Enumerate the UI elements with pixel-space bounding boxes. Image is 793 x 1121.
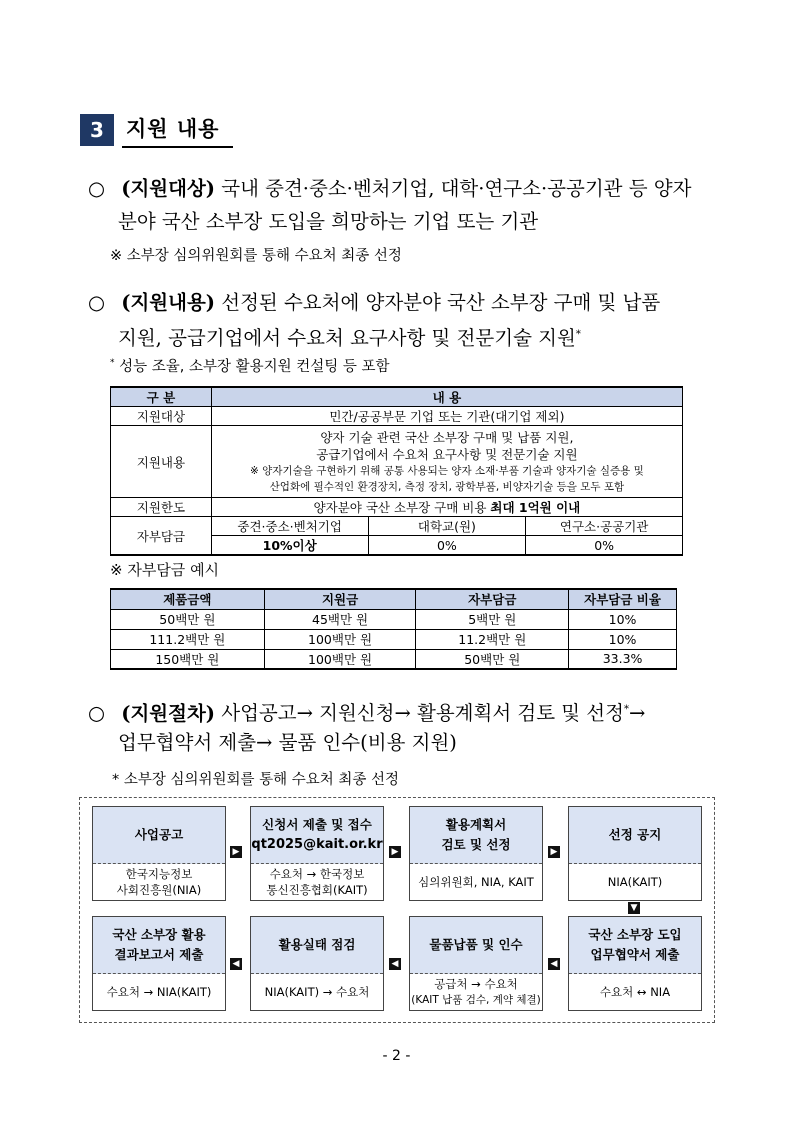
step-owner-line: 사회진흥원(NIA) — [116, 883, 202, 897]
row-value: 민간/공공부문 기업 또는 기관(대기업 제외) — [211, 407, 682, 426]
step-owner-line: 수요처 → 한국정보 — [269, 867, 365, 881]
share-col-header: 중견·중소·벤처기업 — [211, 517, 368, 536]
step-title-line: 국산 소부장 활용 — [112, 927, 206, 942]
share-col-header: 연구소·공공기관 — [526, 517, 683, 536]
step-owner-line: 통신진흥협회(KAIT) — [266, 883, 368, 897]
table-cell: 33.3% — [569, 649, 677, 669]
arrow-right-icon: ▶ — [548, 846, 560, 858]
page-number: - 2 - — [382, 1048, 411, 1064]
step-title-line: 국산 소부장 도입 — [588, 927, 682, 942]
flow-step-delivery — [409, 916, 543, 1011]
table-header: 구 분 — [111, 387, 212, 407]
table-header: 제품금액 — [111, 589, 265, 609]
cost-share-example-table — [110, 588, 677, 670]
flow-step-application — [250, 806, 384, 901]
step-owner: 심의위원회, NIA, KAIT — [418, 875, 534, 889]
target-line2: 분야 국산 소부장 도입을 희망하는 기업 또는 기관 — [118, 210, 539, 233]
share-value: 0% — [368, 536, 526, 556]
row-value — [211, 498, 682, 517]
step-owner-line: 한국지능정보 — [125, 867, 193, 881]
procedure-paragraph — [88, 693, 738, 731]
step-title-line: 업무협약서 제출 — [590, 947, 680, 962]
table-header: 자부담금 — [416, 589, 569, 609]
content-label: (지원내용) — [121, 291, 216, 314]
step-title — [569, 917, 701, 974]
table-cell: 10% — [569, 629, 677, 649]
step-title — [251, 807, 383, 864]
flow-step-result-report — [92, 916, 226, 1011]
table-row — [111, 629, 677, 649]
procedure-flow-diagram — [79, 797, 715, 1023]
step-owner — [410, 974, 542, 1010]
step-owner — [93, 864, 225, 900]
step-title-line: 결과보고서 제출 — [114, 947, 204, 962]
table-cell: 10% — [569, 609, 677, 629]
step-title-line: 활용계획서 — [445, 817, 507, 832]
step-owner: NIA(KAIT) — [607, 875, 663, 889]
table-cell: 11.2백만 원 — [416, 629, 569, 649]
section-number: 3 — [80, 114, 114, 146]
arrow-left-icon: ◀ — [548, 958, 560, 970]
table-header: 지원금 — [264, 589, 416, 609]
procedure-arrow: → — [628, 701, 646, 725]
bullet-circle: ○ — [88, 701, 106, 725]
step-owner-line: 공급처 → 수요처 — [434, 977, 518, 991]
content-paragraph — [88, 286, 728, 320]
footnote-mark: * — [623, 704, 629, 715]
target-note: ※ 소부장 심의위원회를 통해 수요처 최종 선정 — [110, 248, 402, 264]
table-cell: 50백만 원 — [416, 649, 569, 669]
content-line1: 선정된 수요처에 양자분야 국산 소부장 구매 및 납품 — [215, 291, 661, 314]
content-desc-line: 양자 기술 관련 국산 소부장 구매 및 납품 지원, — [320, 429, 574, 445]
row-label: 지원대상 — [111, 407, 212, 426]
arrow-left-icon: ◀ — [230, 958, 242, 970]
table-header: 내 용 — [211, 387, 682, 407]
procedure-label: (지원절차) — [121, 701, 216, 725]
step-title: 물품납품 및 인수 — [410, 917, 542, 974]
content-desc-note: ※ 양자기술을 구현하기 위해 공통 사용되는 양자 소재·부품 기술과 양자기술 실증용 및 — [250, 464, 644, 477]
section-title: 지원 내용 — [122, 113, 233, 148]
flow-step-agreement — [568, 916, 702, 1011]
table-cell: 45백만 원 — [264, 609, 416, 629]
content-note — [110, 355, 390, 376]
step-owner: 수요처 → NIA(KAIT) — [106, 985, 212, 999]
section-heading — [80, 113, 233, 147]
content-line2: 지원, 공급기업에서 수요처 요구사항 및 전문기술 지원 — [118, 326, 576, 350]
procedure-note: * 소부장 심의위원회를 통해 수요처 최종 선정 — [112, 772, 400, 788]
content-line2-wrap — [118, 318, 581, 356]
table-row — [111, 609, 677, 629]
table-cell: 5백만 원 — [416, 609, 569, 629]
step-owner-line: (KAIT 납품 검수, 계약 체결) — [411, 994, 541, 1006]
step-title — [93, 917, 225, 974]
target-paragraph — [88, 172, 728, 206]
row-label: 지원한도 — [111, 498, 212, 517]
row-label: 자부담금 — [111, 517, 212, 556]
step-title-line: 검토 및 선정 — [441, 837, 511, 852]
step-owner: 수요처 ↔ NIA — [599, 985, 671, 999]
target-line1: 국내 중견·중소·벤처기업, 대학·연구소·공공기관 등 양자 — [215, 177, 692, 200]
application-email: qt2025@kait.or.kr — [251, 837, 383, 852]
procedure-line2: 업무협약서 제출→ 물품 인수(비용 지원) — [118, 731, 457, 754]
row-value — [211, 426, 682, 498]
step-title-line: 신청서 제출 및 접수 — [262, 817, 372, 832]
step-title: 활용실태 점검 — [251, 917, 383, 974]
arrow-left-icon: ◀ — [389, 958, 401, 970]
flow-step-announcement — [92, 806, 226, 901]
footnote-mark: * — [110, 358, 115, 369]
table-cell: 50백만 원 — [111, 609, 265, 629]
table-cell: 100백만 원 — [264, 629, 416, 649]
bullet-circle: ○ — [88, 177, 106, 200]
table-row — [111, 649, 677, 669]
support-table — [110, 386, 683, 556]
table-cell: 100백만 원 — [264, 649, 416, 669]
step-title: 선정 공지 — [569, 807, 701, 864]
table-cell: 150백만 원 — [111, 649, 265, 669]
arrow-right-icon: ▶ — [389, 846, 401, 858]
share-value: 0% — [526, 536, 683, 556]
procedure-line1: 사업공고→ 지원신청→ 활용계획서 검토 및 선정 — [215, 701, 624, 725]
table-cell: 111.2백만 원 — [111, 629, 265, 649]
share-col-header: 대학교(원) — [368, 517, 526, 536]
table-header: 자부담금 비율 — [569, 589, 677, 609]
flow-step-notice — [568, 806, 702, 901]
step-owner: NIA(KAIT) → 수요처 — [264, 985, 370, 999]
arrow-right-icon: ▶ — [230, 846, 242, 858]
step-title — [410, 807, 542, 864]
footnote-mark: * — [575, 329, 581, 340]
limit-amount: 최대 1억원 이내 — [490, 500, 581, 515]
arrow-down-icon: ▼ — [628, 902, 640, 914]
row-label: 지원내용 — [111, 426, 212, 498]
step-owner — [251, 864, 383, 900]
content-desc-line: 공급기업에서 수요처 요구사항 및 전문기술 지원 — [316, 446, 578, 462]
step-title: 사업공고 — [93, 807, 225, 864]
content-note-text: 성능 조율, 소부장 활용지원 컨설팅 등 포함 — [114, 359, 390, 375]
content-desc-note: 산업화에 필수적인 환경장치, 측정 장치, 광학부품, 비양자기술 등을 모두 포함 — [269, 480, 625, 493]
limit-text: 양자분야 국산 소부장 구매 비용 — [313, 500, 491, 515]
flow-step-review — [409, 806, 543, 901]
target-label: (지원대상) — [121, 177, 216, 200]
share-value: 10%이상 — [211, 536, 368, 556]
flow-step-inspection — [250, 916, 384, 1011]
bullet-circle: ○ — [88, 291, 106, 314]
example-title: ※ 자부담금 예시 — [110, 561, 220, 579]
